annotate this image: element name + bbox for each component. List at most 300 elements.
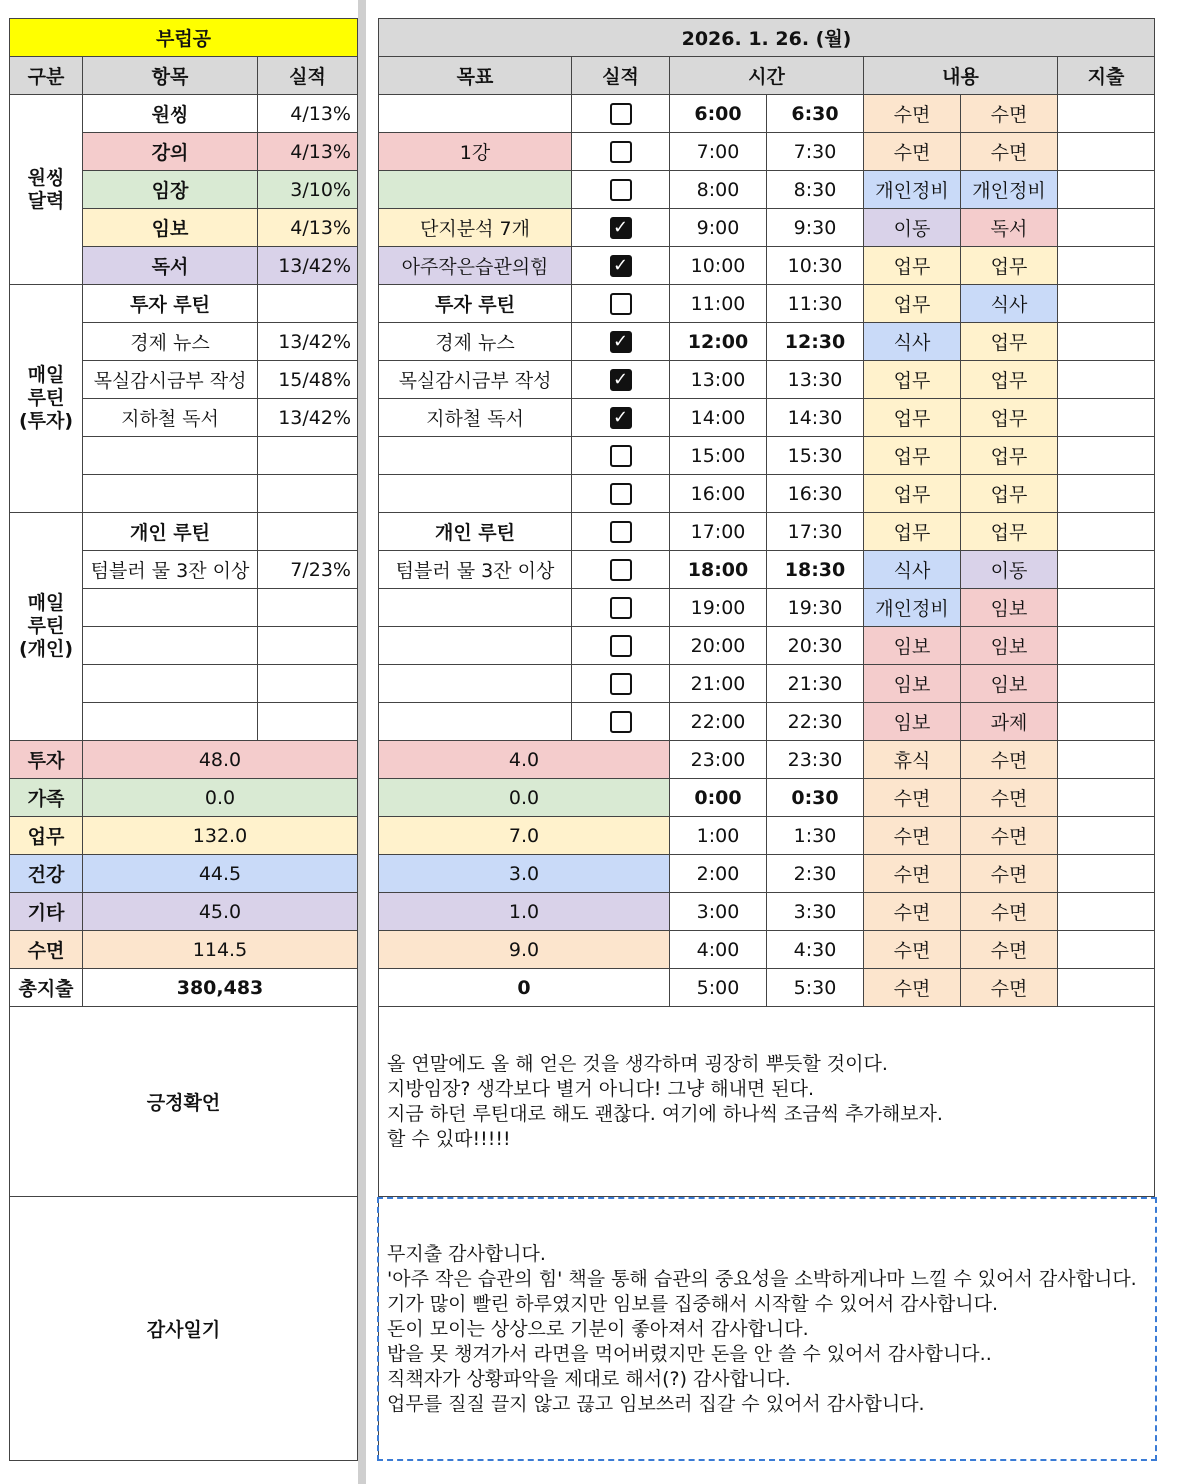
goal-cell[interactable]: 목실감시금부 작성: [379, 361, 572, 399]
end-time[interactable]: 15:30: [767, 437, 864, 475]
item-row: [83, 171, 358, 209]
check-cell: [572, 95, 670, 133]
activity-first-half[interactable]: 수면: [864, 855, 961, 893]
activity-first-half[interactable]: 수면: [864, 969, 961, 1007]
date-title[interactable]: 2026. 1. 26. (월): [379, 19, 1155, 57]
activity-second-half[interactable]: 업무: [961, 323, 1058, 361]
gratitude-line: 직책자가 상황파악을 제대로 해서(?) 감사합니다.: [387, 1367, 791, 1390]
checkbox-checked-icon[interactable]: ✓: [610, 255, 632, 277]
activity-second-half[interactable]: 과제: [961, 703, 1058, 741]
activity-second-half[interactable]: 업무: [961, 361, 1058, 399]
gratitude-label-row: [10, 1197, 358, 1461]
goal-cell[interactable]: 지하철 독서: [379, 399, 572, 437]
end-time[interactable]: 17:30: [767, 513, 864, 551]
item-name[interactable]: 목실감시금부 작성: [83, 361, 258, 399]
activity-second-half[interactable]: 수면: [961, 893, 1058, 931]
expense-cell[interactable]: [1058, 323, 1155, 361]
header-category[interactable]: 구분: [10, 57, 83, 95]
activity-first-half[interactable]: 업무: [864, 361, 961, 399]
summary-label[interactable]: 건강: [10, 855, 83, 893]
check-cell: [572, 399, 670, 437]
activity-first-half[interactable]: 임보: [864, 627, 961, 665]
expense-cell[interactable]: [1058, 551, 1155, 589]
affirmation-text[interactable]: [379, 1007, 1155, 1197]
goal-cell[interactable]: 아주작은습관의힘: [379, 247, 572, 285]
expense-cell[interactable]: [1058, 399, 1155, 437]
activity-second-half[interactable]: 임보: [961, 627, 1058, 665]
activity-second-half[interactable]: 수면: [961, 133, 1058, 171]
item-result[interactable]: 13/42%: [258, 323, 358, 361]
goal-cell[interactable]: 1강: [379, 133, 572, 171]
checkbox-unchecked-icon[interactable]: [610, 673, 632, 695]
category-label[interactable]: 매일 루틴 (투자): [10, 285, 83, 513]
affirmation-label[interactable]: 긍정확언: [10, 1007, 358, 1197]
check-cell: [572, 513, 670, 551]
checkbox-checked-icon[interactable]: ✓: [610, 407, 632, 429]
goal-cell[interactable]: 경제 뉴스: [379, 323, 572, 361]
checkbox-unchecked-icon[interactable]: [610, 141, 632, 163]
end-time[interactable]: 11:30: [767, 285, 864, 323]
gratitude-text[interactable]: [377, 1197, 1157, 1461]
checkbox-checked-icon[interactable]: ✓: [610, 369, 632, 391]
right-panel: [378, 18, 1155, 1461]
schedule-row: [379, 437, 1155, 475]
affirmation-row: [379, 1007, 1155, 1197]
item-row: [83, 437, 358, 475]
item-result[interactable]: [258, 475, 358, 513]
checkbox-unchecked-icon[interactable]: [610, 293, 632, 315]
item-name[interactable]: 경제 뉴스: [83, 323, 258, 361]
summary-value[interactable]: 380,483: [83, 969, 358, 1007]
affirmation-line: 할 수 있따!!!!!: [387, 1127, 511, 1150]
expense-cell[interactable]: [1058, 779, 1155, 817]
item-result[interactable]: 4/13%: [258, 95, 358, 133]
start-time[interactable]: 1:00: [670, 817, 767, 855]
category-group: [10, 285, 358, 513]
activity-first-half[interactable]: 업무: [864, 399, 961, 437]
schedule-row: [379, 171, 1155, 209]
check-cell: [572, 665, 670, 703]
check-cell: [572, 323, 670, 361]
activity-first-half[interactable]: 업무: [864, 247, 961, 285]
activity-first-half[interactable]: 수면: [864, 95, 961, 133]
checkbox-unchecked-icon[interactable]: [610, 521, 632, 543]
goal-cell[interactable]: 투자 루틴: [379, 285, 572, 323]
left-panel: [9, 18, 358, 1461]
start-time[interactable]: 4:00: [670, 931, 767, 969]
start-time[interactable]: 2:00: [670, 855, 767, 893]
item-result[interactable]: [258, 285, 358, 323]
end-time[interactable]: 18:30: [767, 551, 864, 589]
expense-cell[interactable]: [1058, 361, 1155, 399]
checkbox-unchecked-icon[interactable]: [610, 483, 632, 505]
activity-first-half[interactable]: 임보: [864, 665, 961, 703]
expense-cell[interactable]: [1058, 171, 1155, 209]
goal-cell[interactable]: 단지분석 7개: [379, 209, 572, 247]
pane-divider[interactable]: [358, 0, 366, 1484]
summary-row: [10, 741, 358, 779]
schedule-row: [379, 665, 1155, 703]
expense-cell[interactable]: [1058, 969, 1155, 1007]
checkbox-unchecked-icon[interactable]: [610, 559, 632, 581]
start-time[interactable]: 23:00: [670, 741, 767, 779]
summary-value[interactable]: 114.5: [83, 931, 358, 969]
activity-second-half[interactable]: 수면: [961, 855, 1058, 893]
item-row: [83, 513, 358, 551]
left-title[interactable]: 부럽공: [10, 19, 358, 57]
schedule-summary-row: [379, 779, 1155, 817]
activity-first-half[interactable]: 식사: [864, 323, 961, 361]
summary-row: [10, 817, 358, 855]
checkbox-unchecked-icon[interactable]: [610, 179, 632, 201]
end-time[interactable]: 1:30: [767, 817, 864, 855]
activity-second-half[interactable]: 개인정비: [961, 171, 1058, 209]
item-row: [83, 551, 358, 589]
summary-label[interactable]: 투자: [10, 741, 83, 779]
activity-second-half[interactable]: 수면: [961, 741, 1058, 779]
item-name[interactable]: 임장: [83, 171, 258, 209]
summary-row: [10, 931, 358, 969]
end-time[interactable]: 9:30: [767, 209, 864, 247]
start-time[interactable]: 8:00: [670, 171, 767, 209]
end-time[interactable]: 5:30: [767, 969, 864, 1007]
schedule-row: [379, 589, 1155, 627]
checkbox-checked-icon[interactable]: ✓: [610, 217, 632, 239]
item-name[interactable]: [83, 589, 258, 627]
start-time[interactable]: 3:00: [670, 893, 767, 931]
affirmation-label-row: [10, 1007, 358, 1197]
schedule-row: [379, 247, 1155, 285]
check-cell: [572, 703, 670, 741]
summary-label[interactable]: 수면: [10, 931, 83, 969]
header-result[interactable]: 실적: [258, 57, 358, 95]
item-result[interactable]: 4/13%: [258, 209, 358, 247]
start-time[interactable]: 9:00: [670, 209, 767, 247]
left-title-row: [10, 19, 358, 57]
summary-value[interactable]: 0.0: [83, 779, 358, 817]
start-time[interactable]: 18:00: [670, 551, 767, 589]
start-time[interactable]: 14:00: [670, 399, 767, 437]
check-cell: [572, 285, 670, 323]
start-time[interactable]: 6:00: [670, 95, 767, 133]
item-result[interactable]: 15/48%: [258, 361, 358, 399]
goal-cell[interactable]: [379, 589, 572, 627]
checkbox-unchecked-icon[interactable]: [610, 103, 632, 125]
schedule-summary-rows: [379, 741, 1155, 1007]
item-name[interactable]: [83, 703, 258, 741]
activity-second-half[interactable]: 식사: [961, 285, 1058, 323]
end-time[interactable]: 10:30: [767, 247, 864, 285]
goal-cell[interactable]: 텀블러 물 3잔 이상: [379, 551, 572, 589]
activity-first-half[interactable]: 수면: [864, 133, 961, 171]
summary-hours[interactable]: 0.0: [379, 779, 670, 817]
summary-value[interactable]: 48.0: [83, 741, 358, 779]
expense-cell[interactable]: [1058, 285, 1155, 323]
expense-cell[interactable]: [1058, 95, 1155, 133]
summary-hours[interactable]: 0: [379, 969, 670, 1007]
end-time[interactable]: 8:30: [767, 171, 864, 209]
expense-cell[interactable]: [1058, 589, 1155, 627]
gratitude-line: 밥을 못 챙겨가서 라면을 먹어버렸지만 돈을 안 쓸 수 있어서 감사합니다..: [387, 1342, 992, 1365]
activity-second-half[interactable]: 업무: [961, 475, 1058, 513]
checkbox-unchecked-icon[interactable]: [610, 597, 632, 619]
activity-second-half[interactable]: 업무: [961, 513, 1058, 551]
affirmation-line: 지방임장? 생각보다 별거 아니다! 그냥 해내면 된다.: [387, 1077, 815, 1100]
activity-second-half[interactable]: 임보: [961, 665, 1058, 703]
schedule-row: [379, 703, 1155, 741]
start-time[interactable]: 22:00: [670, 703, 767, 741]
activity-first-half[interactable]: 개인정비: [864, 589, 961, 627]
summary-hours[interactable]: 3.0: [379, 855, 670, 893]
header-item[interactable]: 항목: [83, 57, 258, 95]
schedule-row: [379, 133, 1155, 171]
start-time[interactable]: 15:00: [670, 437, 767, 475]
checkbox-unchecked-icon[interactable]: [610, 445, 632, 467]
header-expense[interactable]: 지출: [1058, 57, 1155, 95]
item-result[interactable]: 13/42%: [258, 399, 358, 437]
expense-cell[interactable]: [1058, 475, 1155, 513]
activity-second-half[interactable]: 독서: [961, 209, 1058, 247]
gratitude-line: 돈이 모이는 상상으로 기분이 좋아져서 감사합니다.: [387, 1317, 809, 1340]
end-time[interactable]: 3:30: [767, 893, 864, 931]
category-group: [10, 513, 358, 741]
activity-first-half[interactable]: 임보: [864, 703, 961, 741]
activity-second-half[interactable]: 수면: [961, 969, 1058, 1007]
category-group: [10, 95, 358, 285]
right-header-row: [379, 57, 1155, 95]
end-time[interactable]: 22:30: [767, 703, 864, 741]
expense-cell[interactable]: [1058, 133, 1155, 171]
summary-row: [10, 893, 358, 931]
end-time[interactable]: 6:30: [767, 95, 864, 133]
summary-hours[interactable]: 7.0: [379, 817, 670, 855]
summary-hours[interactable]: 1.0: [379, 893, 670, 931]
goal-cell[interactable]: [379, 665, 572, 703]
end-time[interactable]: 12:30: [767, 323, 864, 361]
expense-cell[interactable]: [1058, 627, 1155, 665]
expense-cell[interactable]: [1058, 247, 1155, 285]
expense-cell[interactable]: [1058, 855, 1155, 893]
item-result[interactable]: [258, 589, 358, 627]
expense-cell[interactable]: [1058, 893, 1155, 931]
item-result[interactable]: [258, 437, 358, 475]
start-time[interactable]: 16:00: [670, 475, 767, 513]
item-result[interactable]: [258, 665, 358, 703]
item-name[interactable]: 임보: [83, 209, 258, 247]
summary-value[interactable]: 44.5: [83, 855, 358, 893]
activity-second-half[interactable]: 수면: [961, 817, 1058, 855]
item-name[interactable]: 원씽: [83, 95, 258, 133]
end-time[interactable]: 21:30: [767, 665, 864, 703]
start-time[interactable]: 17:00: [670, 513, 767, 551]
category-label[interactable]: 매일 루틴 (개인): [10, 513, 83, 741]
affirmation-line: 올 연말에도 올 해 얻은 것을 생각하며 굉장히 뿌듯할 것이다.: [387, 1052, 888, 1075]
expense-cell[interactable]: [1058, 741, 1155, 779]
activity-second-half[interactable]: 수면: [961, 95, 1058, 133]
end-time[interactable]: 23:30: [767, 741, 864, 779]
start-time[interactable]: 19:00: [670, 589, 767, 627]
item-result[interactable]: [258, 627, 358, 665]
summary-row: [10, 779, 358, 817]
end-time[interactable]: 14:30: [767, 399, 864, 437]
activity-second-half[interactable]: 업무: [961, 399, 1058, 437]
activity-first-half[interactable]: 식사: [864, 551, 961, 589]
expense-cell[interactable]: [1058, 513, 1155, 551]
activity-second-half[interactable]: 수면: [961, 779, 1058, 817]
activity-first-half[interactable]: 업무: [864, 437, 961, 475]
start-time[interactable]: 21:00: [670, 665, 767, 703]
start-time[interactable]: 11:00: [670, 285, 767, 323]
item-result[interactable]: [258, 513, 358, 551]
item-result[interactable]: [258, 703, 358, 741]
item-result[interactable]: 4/13%: [258, 133, 358, 171]
item-result[interactable]: 3/10%: [258, 171, 358, 209]
item-name[interactable]: 지하철 독서: [83, 399, 258, 437]
gratitude-row: [379, 1197, 1155, 1461]
schedule-row: [379, 95, 1155, 133]
gratitude-line: 업무를 질질 끌지 않고 끊고 임보쓰러 집갈 수 있어서 감사합니다.: [387, 1392, 925, 1415]
item-name[interactable]: [83, 437, 258, 475]
header-check[interactable]: 실적: [572, 57, 670, 95]
item-name[interactable]: [83, 665, 258, 703]
gratitude-line: '아주 작은 습관의 힘' 책을 통해 습관의 중요성을 소박하게나마 느낄 수 있어서 감사합니다.: [387, 1267, 1137, 1290]
category-label[interactable]: 원씽 달력: [10, 95, 83, 285]
schedule-summary-row: [379, 931, 1155, 969]
start-time[interactable]: 7:00: [670, 133, 767, 171]
checkbox-unchecked-icon[interactable]: [610, 635, 632, 657]
summary-label[interactable]: 가족: [10, 779, 83, 817]
activity-second-half[interactable]: 이동: [961, 551, 1058, 589]
item-result[interactable]: 7/23%: [258, 551, 358, 589]
left-summary: [10, 741, 358, 1007]
end-time[interactable]: 7:30: [767, 133, 864, 171]
expense-cell[interactable]: [1058, 437, 1155, 475]
expense-cell[interactable]: [1058, 209, 1155, 247]
item-row: [83, 209, 358, 247]
item-row: [83, 323, 358, 361]
item-name[interactable]: 강의: [83, 133, 258, 171]
schedule-summary-row: [379, 817, 1155, 855]
gratitude-label[interactable]: 감사일기: [10, 1197, 358, 1461]
schedule-summary-row: [379, 741, 1155, 779]
goal-cell[interactable]: [379, 171, 572, 209]
expense-cell[interactable]: [1058, 703, 1155, 741]
start-time[interactable]: 5:00: [670, 969, 767, 1007]
item-name[interactable]: 투자 루틴: [83, 285, 258, 323]
activity-first-half[interactable]: 업무: [864, 475, 961, 513]
check-cell: [572, 627, 670, 665]
start-time[interactable]: 20:00: [670, 627, 767, 665]
item-name[interactable]: [83, 627, 258, 665]
item-name[interactable]: 텀블러 물 3잔 이상: [83, 551, 258, 589]
header-goal[interactable]: 목표: [379, 57, 572, 95]
expense-cell[interactable]: [1058, 817, 1155, 855]
activity-second-half[interactable]: 수면: [961, 931, 1058, 969]
item-row: [83, 589, 358, 627]
schedule-summary-row: [379, 893, 1155, 931]
activity-first-half[interactable]: 이동: [864, 209, 961, 247]
summary-label[interactable]: 업무: [10, 817, 83, 855]
item-name[interactable]: 독서: [83, 247, 258, 285]
schedule-summary-row: [379, 855, 1155, 893]
activity-first-half[interactable]: 업무: [864, 285, 961, 323]
item-name[interactable]: 개인 루틴: [83, 513, 258, 551]
goal-cell[interactable]: [379, 627, 572, 665]
item-row: [83, 285, 358, 323]
schedule-row: [379, 209, 1155, 247]
activity-first-half[interactable]: 수면: [864, 817, 961, 855]
left-header-row: [10, 57, 358, 95]
summary-label[interactable]: 총지출: [10, 969, 83, 1007]
goal-cell[interactable]: [379, 437, 572, 475]
schedule-row: [379, 513, 1155, 551]
goal-cell[interactable]: [379, 703, 572, 741]
activity-first-half[interactable]: 휴식: [864, 741, 961, 779]
start-time[interactable]: 10:00: [670, 247, 767, 285]
activity-first-half[interactable]: 수면: [864, 893, 961, 931]
goal-cell[interactable]: 개인 루틴: [379, 513, 572, 551]
affirmation-line: 지금 하던 루틴대로 해도 괜찮다. 여기에 하나씩 조금씩 추가해보자.: [387, 1102, 943, 1125]
summary-row: [10, 855, 358, 893]
check-cell: [572, 209, 670, 247]
summary-value[interactable]: 132.0: [83, 817, 358, 855]
schedule-row: [379, 551, 1155, 589]
goal-cell[interactable]: [379, 95, 572, 133]
date-row: [379, 19, 1155, 57]
check-cell: [572, 361, 670, 399]
activity-first-half[interactable]: 수면: [864, 779, 961, 817]
expense-cell[interactable]: [1058, 665, 1155, 703]
activity-second-half[interactable]: 임보: [961, 589, 1058, 627]
summary-hours[interactable]: 4.0: [379, 741, 670, 779]
end-time[interactable]: 19:30: [767, 589, 864, 627]
activity-first-half[interactable]: 수면: [864, 931, 961, 969]
header-content[interactable]: 내용: [864, 57, 1058, 95]
end-time[interactable]: 16:30: [767, 475, 864, 513]
summary-row: [10, 969, 358, 1007]
summary-label[interactable]: 기타: [10, 893, 83, 931]
expense-cell[interactable]: [1058, 931, 1155, 969]
check-cell: [572, 437, 670, 475]
start-time[interactable]: 13:00: [670, 361, 767, 399]
header-time[interactable]: 시간: [670, 57, 864, 95]
activity-first-half[interactable]: 개인정비: [864, 171, 961, 209]
end-time[interactable]: 13:30: [767, 361, 864, 399]
item-row: [83, 95, 358, 133]
item-result[interactable]: 13/42%: [258, 247, 358, 285]
summary-value[interactable]: 45.0: [83, 893, 358, 931]
goal-cell[interactable]: [379, 475, 572, 513]
summary-hours[interactable]: 9.0: [379, 931, 670, 969]
item-row: [83, 361, 358, 399]
activity-second-half[interactable]: 업무: [961, 437, 1058, 475]
activity-second-half[interactable]: 업무: [961, 247, 1058, 285]
item-name[interactable]: [83, 475, 258, 513]
schedule-row: [379, 361, 1155, 399]
checkbox-unchecked-icon[interactable]: [610, 711, 632, 733]
item-row: [83, 475, 358, 513]
end-time[interactable]: 2:30: [767, 855, 864, 893]
start-time[interactable]: 12:00: [670, 323, 767, 361]
end-time[interactable]: 20:30: [767, 627, 864, 665]
start-time[interactable]: 0:00: [670, 779, 767, 817]
end-time[interactable]: 4:30: [767, 931, 864, 969]
activity-first-half[interactable]: 업무: [864, 513, 961, 551]
item-row: [83, 665, 358, 703]
gratitude-line: 기가 많이 빨린 하루였지만 임보를 집중해서 시작할 수 있어서 감사합니다.: [387, 1292, 999, 1315]
checkbox-checked-icon[interactable]: ✓: [610, 331, 632, 353]
end-time[interactable]: 0:30: [767, 779, 864, 817]
